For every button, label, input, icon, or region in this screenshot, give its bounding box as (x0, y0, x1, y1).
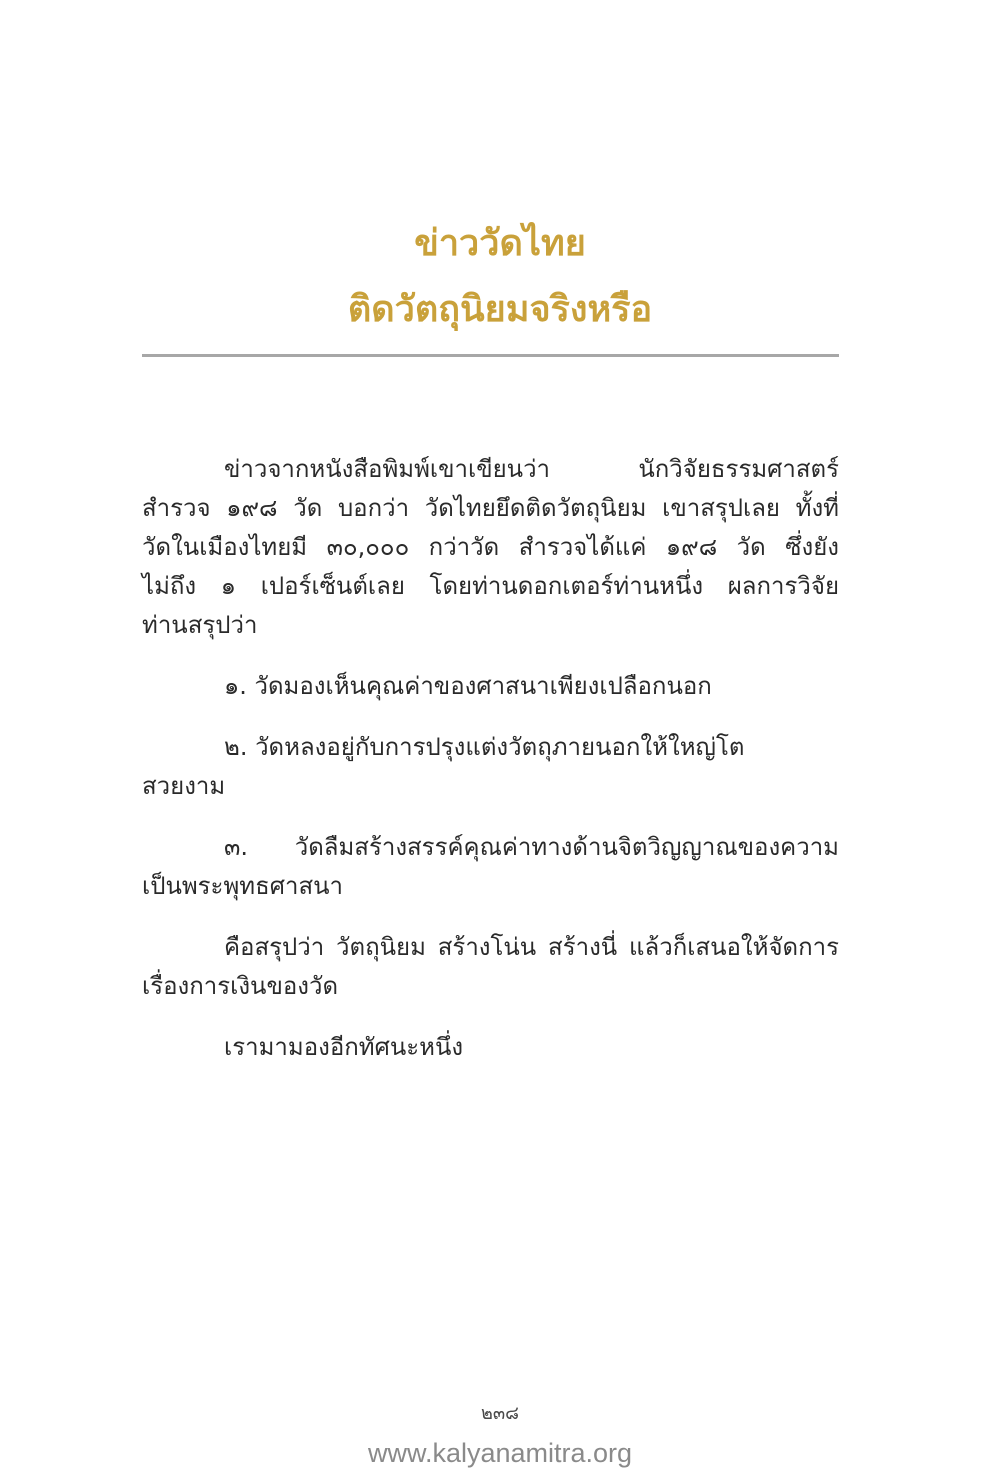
list-item-2 (142, 728, 839, 806)
paragraph-summary (142, 928, 839, 1006)
text-line: เรามามองอีกทัศนะหนึ่ง (224, 1033, 464, 1061)
list-item-3 (142, 828, 839, 906)
text-line: สำรวจ ๑๙๘ วัด บอกว่า วัดไทยยึดติดวัตถุนิยม เขาสรุปเลย ทั้งที่ (142, 494, 839, 522)
text-line: สวยงาม (142, 772, 226, 800)
text-line: ท่านสรุปว่า (142, 611, 258, 639)
text-line: ไม่ถึง ๑ เปอร์เซ็นต์เลย โดยท่านดอกเตอร์ท่านหนึ่ง ผลการวิจัย (142, 572, 839, 600)
footer-url: www.kalyanamitra.org (367, 1438, 633, 1468)
text-line: ๑. วัดมองเห็นคุณค่าของศาสนาเพียงเปลือกนอก (224, 672, 712, 700)
page-title-line-2: ติดวัตถุนิยมจริงหรือ (347, 289, 653, 330)
text-line: วัดในเมืองไทยมี ๓๐,๐๐๐ กว่าวัด สำรวจได้แค่ ๑๙๘ วัด ซึ่งยัง (142, 533, 839, 561)
list-item-1 (142, 667, 839, 706)
text-line: เป็นพระพุทธศาสนา (142, 872, 343, 900)
page-title-line-1: ข่าววัดไทย (414, 223, 586, 264)
paragraph-intro (142, 450, 839, 645)
title-divider (142, 354, 839, 357)
article-body (142, 450, 839, 1089)
text-line: ๒. วัดหลงอยู่กับการปรุงแต่งวัตถุภายนอกให้ใหญ่โต (224, 733, 745, 761)
text-line: ข่าวจากหนังสือพิมพ์เขาเขียนว่า นักวิจัยธรรมศาสตร์ (224, 455, 839, 483)
text-line: ๓. วัดลืมสร้างสรรค์คุณค่าทางด้านจิตวิญญาณของความ (224, 833, 839, 861)
paragraph-closing (142, 1028, 839, 1067)
text-line: คือสรุปว่า วัตถุนิยม สร้างโน่น สร้างนี่ แล้วก็เสนอให้จัดการ (224, 933, 839, 961)
page-number: ๒๓๘ (480, 1403, 520, 1424)
text-line: เรื่องการเงินของวัด (142, 972, 339, 1000)
